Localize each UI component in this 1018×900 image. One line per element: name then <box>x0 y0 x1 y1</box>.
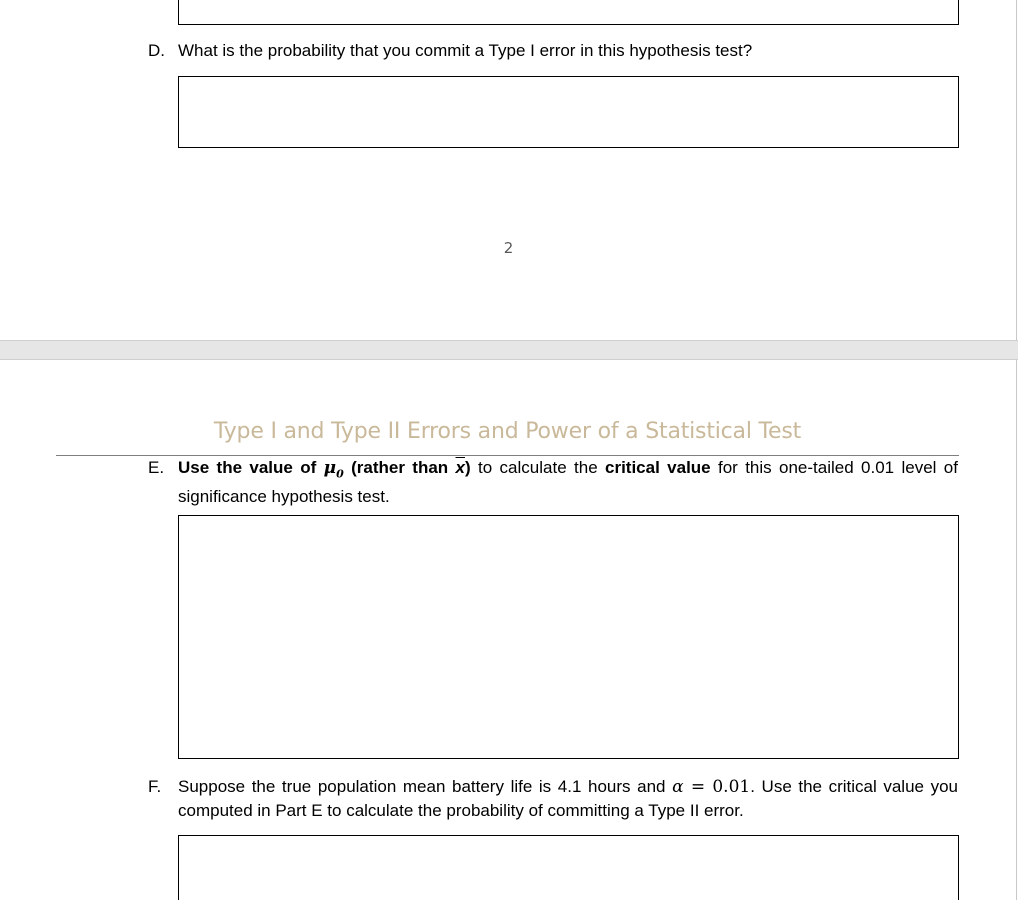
answer-box-e[interactable] <box>178 515 959 759</box>
page-separator <box>0 340 1018 360</box>
question-e-bold-3: ) <box>465 458 471 477</box>
mu-symbol: μ <box>323 458 337 478</box>
question-e-text-1: to calculate the <box>470 458 605 477</box>
question-f-text <box>178 775 958 822</box>
question-f-letter: F. <box>148 777 162 796</box>
page-header-title: Type I and Type II Errors and Power of a Statistical Test <box>213 419 802 444</box>
question-e-bold-1: Use the value of <box>178 458 324 477</box>
question-e-bold-critical: critical value <box>605 458 711 477</box>
question-e-text-2: for this one-tailed 0.01 level of significance hypothesis test. <box>178 458 958 507</box>
answer-box-d[interactable] <box>178 76 959 148</box>
question-d-letter: D. <box>148 41 165 60</box>
page-3 <box>0 360 1017 900</box>
alpha-symbol: α <box>672 777 684 797</box>
question-f-text-2: . Use the critical value you computed in Part E to calculate the probability of committing a Type II error. <box>178 777 959 820</box>
question-f-text-1: Suppose the true population mean battery life is 4.1 hours and <box>178 777 673 796</box>
answer-box-c[interactable] <box>178 0 959 25</box>
question-e-text <box>178 456 958 508</box>
question-d-text: What is the probability that you commit a Type I error in this hypothesis test? <box>178 41 753 60</box>
question-e-bold-2: (rather than <box>343 458 456 477</box>
x-bar-symbol: $\overline{x}$ <box>455 458 465 477</box>
mu-subscript: 0 <box>336 467 344 481</box>
page-number: 2 <box>503 239 514 257</box>
answer-box-f[interactable] <box>178 835 959 900</box>
page-2 <box>0 0 1017 340</box>
alpha-value: = 0.01 <box>683 777 751 797</box>
question-e-letter: E. <box>148 458 165 477</box>
